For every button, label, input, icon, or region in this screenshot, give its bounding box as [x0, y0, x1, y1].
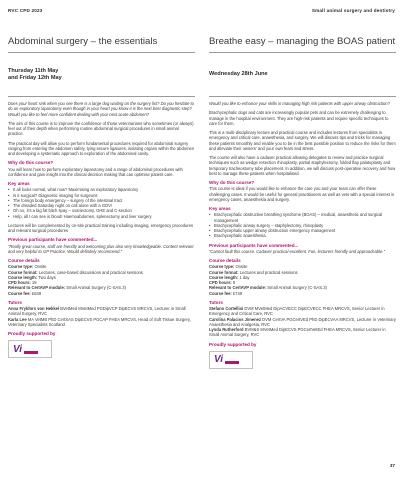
section-heading: Previous participants have commented...: [209, 242, 299, 248]
key-areas-list: [209, 212, 396, 238]
section-heading: Why do this course?: [209, 180, 255, 185]
detail-row: Course format: Lectures and practical sessions: [209, 269, 298, 275]
list-item: • Brachycephalic anaesthesia.: [209, 233, 396, 238]
list-item: • Help, all I can see is blood! Haemoabdomen, splenectomy and liver surgery: [8, 214, 195, 219]
testimonial: “Cannot fault this course. Cadaver practical excellent. Fun, lecturers friendly and approachable.”: [209, 248, 385, 254]
date-line: Wednesday 28th June: [209, 71, 268, 77]
intro-paragraph: This is a multi-disciplinary lecture and practical course and includes lectures from specialists in emergency and critical care, anaesthesia, and surgery. We will discuss tips and tricks for managing these patients smoothly and enable you to be in the best possible position to reduce the risks for them and alleviate their owners' and your own fears and stress.: [209, 130, 396, 151]
key-areas-list: [8, 187, 195, 219]
section-heading: Key areas: [8, 181, 30, 186]
sponsor-logo-bar: [225, 361, 239, 364]
lectures-text: Lectures will be complemented by on-site practical training including imaging, emergency procedures and relevant surgical procedures: [8, 222, 194, 233]
tutor: Lynda Rutherford BVM&S MVetMed DipECVS PGCertVetEd FHEA MRCVS, Senior Lecturer in Small Animal Surgery, RVC: [209, 327, 386, 338]
section-heading: Proudly supported by: [8, 331, 56, 336]
section-heading: Key areas: [209, 206, 231, 211]
detail-row: CPD hours: 9: [209, 280, 236, 285]
course-details: [8, 264, 195, 296]
tutor: Anna Frykfors von Hekkel BVetMed MVetMed PGDipVCP DipECVS MRCVS, Lecturer in Small Animal Surgery, RVC: [8, 306, 186, 317]
course-body: [8, 97, 195, 358]
detail-row: Course fee: £749: [209, 290, 243, 296]
testimonial: “Really great course, staff are friendly and welcoming plus also very knowledgeable. Content relevant and very helpful to GP Practice. Would definitely recommend.”: [8, 243, 194, 254]
why-text: You will learn how to perform exploratory laparotomy and a range of abdominal procedures with confidence and gain insight into the clinical decision making that can optimise patient care.: [8, 166, 183, 177]
detail-row: Course fee: £849: [8, 290, 42, 296]
tutor: Stefano Cortellini DVM MVetMed DipACVECC DipECVECC FHEA MRCVS, Senior Lecturer in Emergency and Critical Care, RVC: [209, 306, 385, 317]
sponsor-logo-bar: [24, 351, 38, 354]
list-item: • Brachycephalic upper airway obstruction emergency management: [209, 228, 396, 233]
list-item: • It all looks normal, what now? Maximising an exploratory laparotomy: [8, 187, 195, 192]
course-dates: [8, 53, 195, 97]
detail-row: Course format: Lectures, case-based discussions and practical sessions: [8, 269, 143, 275]
section-heading: Course details: [8, 258, 40, 263]
tutors-list: [8, 306, 195, 327]
header-right: Small animal surgery and dentistry: [311, 8, 395, 13]
intro-paragraph: The aim of this course is to improve the confidence of those veterinarians who sometimes (or always) feel out of their depth when performing routine abdominal surgical procedures in small animal practice.: [8, 120, 194, 137]
section-heading: Tutors: [209, 299, 223, 305]
list-item: • The foreign body emergency – surgery of the intestinal tract: [8, 198, 195, 203]
detail-row: Relevant to CertAVP module: Small Animal Surgery (C-SAS.3): [209, 285, 327, 291]
section-heading: Tutors: [8, 299, 22, 305]
detail-row: Course length: Two days: [8, 274, 56, 280]
sponsor-logo: [209, 351, 253, 369]
sponsor-logo-mark: Vi: [13, 343, 23, 355]
tutors-list: [209, 306, 396, 338]
detail-row: Relevant to CertAVP module: Small Animal Surgery (C-SAS.3): [8, 285, 126, 291]
left-column: [8, 36, 195, 358]
detail-row: CPD hours: 18: [8, 280, 37, 285]
section-heading: Course details: [209, 258, 241, 263]
detail-row: Course length: 1 day: [209, 274, 250, 280]
list-item: • Brachycephalic airway surgery – staphylectomy, rhinoplasty: [209, 223, 396, 228]
course-body: [209, 97, 396, 369]
intro-paragraph: Brachycephalic dogs and cats are increasingly popular pets and can be extremely challenging to manage in the hospital environment. They are high-risk patients and require specific techniques to care for them.: [209, 110, 389, 126]
date-line: and Friday 12th May: [8, 74, 62, 81]
tutor: Carolina Palacios Jimenez DVM CertVA PGCertVEd PhD DipECVAA MRCVS, Lecturer in Veterinary Anaesthesia and Analgesia, RVC: [209, 316, 396, 327]
section-heading: Previous participants have commented...: [8, 237, 98, 243]
course-title: Breathe easy – managing the BOAS patient: [209, 36, 396, 47]
date-line: Thursday 11th May: [8, 67, 59, 74]
detail-row: Course type: Onsite: [209, 264, 248, 270]
tutor: Karla Lee MA VetMB PhD CertSAS DipECVS PGCAP FHEA MRCVS, Head of Soft Tissue Surgery, Veterinary Specialists Scotland: [8, 316, 191, 327]
page-number: 37: [389, 463, 395, 468]
header-left: RVC CPD 2023: [8, 8, 43, 13]
sponsor-logo: [8, 340, 52, 358]
why-text: This course is ideal if you would like to enhance the care you and your team can offer these challenging cases. It would be useful for general practitioners as well as vets with a special interest in emergency cases, anaesthesia and surgery.: [209, 186, 395, 202]
intro-paragraph: The course will also have a cadaver practical allowing delegates to review and practice surgical techniques such as wedge resection rhinoplasty, partial staphylectomy, folded flap palatoplasty and temporary tracheostomy tube placement. In addition, we will discuss post-operative recovery and how best to manage these patients when hospitalised.: [209, 155, 396, 176]
list-item: • The dreaded Saturday night on call alone with a GDV!: [8, 203, 195, 208]
intro-paragraph: Would you like to enhance your skills in managing high risk patients with upper airway obstruction?: [209, 101, 390, 106]
sponsor-logo-mark: Vi: [214, 354, 224, 366]
right-column: [209, 36, 396, 369]
detail-row: Course type: Onsite: [8, 264, 47, 270]
list-item: • Brachycephalic obstructive breathing syndrome (BOAS) – medical, anaesthetic and surgical management: [209, 212, 396, 223]
list-item: • Oh no, it's a big fat bitch spay – ovariectomy, OHE and C-section: [8, 208, 195, 213]
intro-paragraph: Does your heart sink when you see there is a large dog waiting on the surgery list? Do you hesitate to do an exploratory laparotomy even though in your heart you know it is the next best diagnostic step? Would you like to feel more confident dealing with your next acute abdomen?: [8, 101, 194, 117]
course-dates: [209, 53, 396, 97]
section-heading: Why do this course?: [8, 160, 54, 166]
list-item: • Is it surgical? Diagnostic imaging for surgeons: [8, 193, 195, 198]
course-details: [209, 264, 396, 296]
course-title: Abdominal surgery – the essentials: [8, 36, 158, 47]
intro-paragraph: The practical day will allow you to perform fundamental procedures required for abdominal surgery ranging from entering the abdomen safely, tying secure ligatures, isolating organs within the abdomen and developing a systematic approach to exploration of the abdominal cavity.: [8, 140, 195, 156]
section-heading: Proudly supported by: [209, 341, 257, 347]
